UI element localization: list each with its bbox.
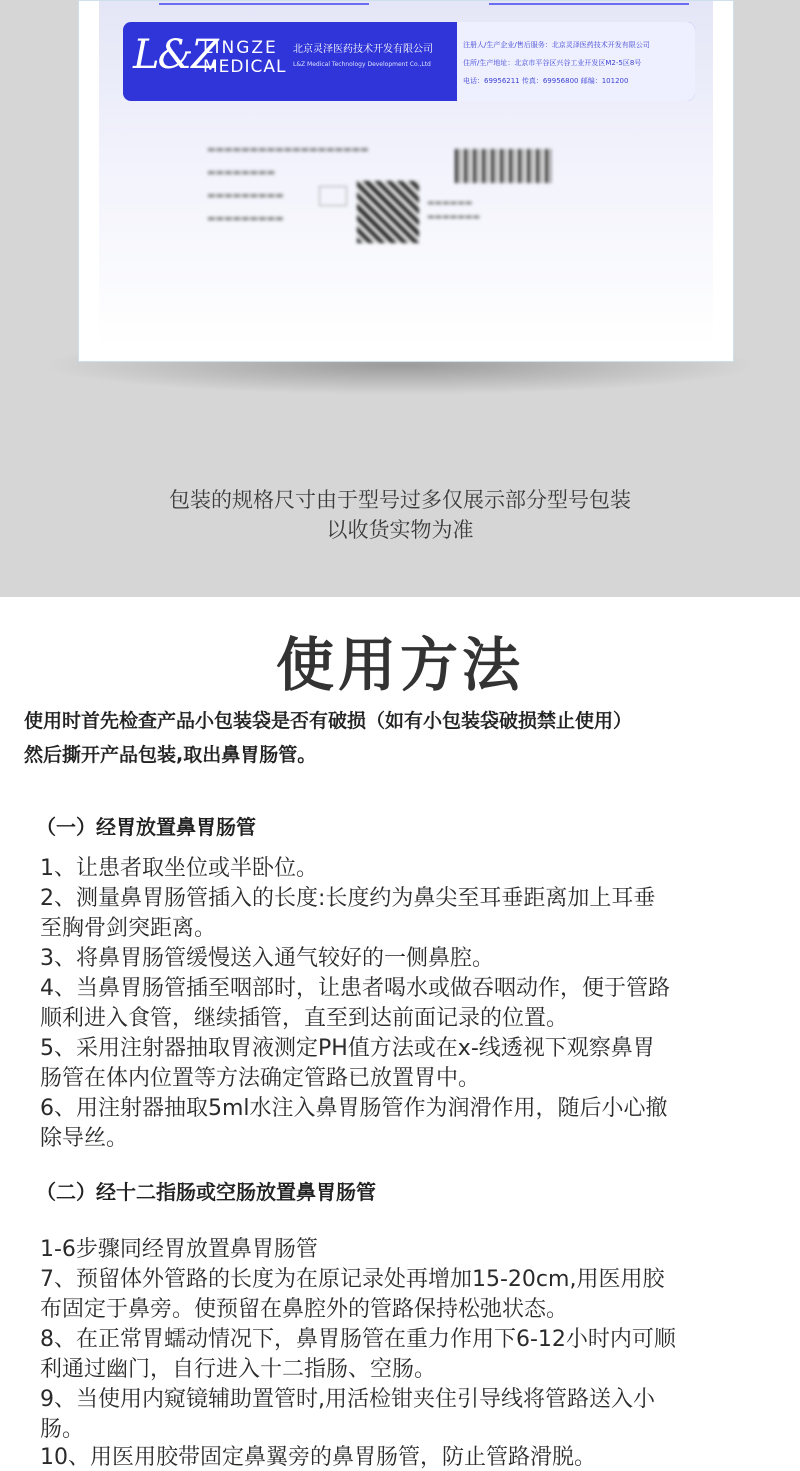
brand-label [123,22,695,101]
caption-line1: 包装的规格尺寸由于型号过多仅展示部分型号包装 [169,488,631,512]
info-line: 注册人/生产企业/售后服务：北京灵泽医药技术开发有限公司 [463,41,650,49]
blurred-symbol-box [319,186,347,206]
decor-line [159,3,369,5]
step-line: 1-6步骤同经胃放置鼻胃肠管 [40,1237,318,1262]
company-name-cn: 北京灵泽医药技术开发有限公司 [293,44,433,55]
step-line: 布固定于鼻旁。使预留在鼻腔外的管路保持松弛状态。 [40,1297,569,1322]
intro-line: 然后撕开产品包装,取出鼻胃肠管。 [24,744,317,766]
intro-line: 使用时首先检查产品小包装袋是否有破损（如有小包装袋破损禁止使用） [24,710,633,732]
section-heading-duodenal: （二）经十二指肠或空肠放置鼻胃肠管 [36,1180,376,1204]
step-line: 肠。 [40,1417,85,1442]
decor-line [489,3,689,5]
step-line: 10、用医用胶带固定鼻翼旁的鼻胃肠管，防止管路滑脱。 [40,1445,596,1470]
lz-logo: L&Z [133,32,217,78]
step-line: 肠管在体内位置等方法确定管路已放置胃中。 [40,1066,481,1091]
step-line: 9、当使用内窥镜辅助置管时,用活检钳夹住引导线将管路送入小 [40,1387,655,1412]
package-card [78,0,734,362]
page-title: 使用方法 [275,631,524,699]
step-line: 1、让患者取坐位或半卧位。 [40,856,318,881]
caption-line2: 以收货实物为准 [326,518,474,542]
step-line: 至胸骨剑突距离。 [40,916,217,941]
info-line: 住所/生产地址：北京市平谷区兴谷工业开发区M2-5区8号 [463,59,642,67]
product-photo-area [0,0,800,597]
blurred-spec-text: ▬▬▬▬▬▬▬▬▬▬▬▬▬▬▬▬▬▬▬ ▬▬▬▬▬▬▬▬ ▬▬▬▬▬▬▬▬▬ ▬▬▬▬▬▬▬▬▬ [207,145,369,224]
step-line: 5、采用注射器抽取胃液测定PH值方法或在x-线透视下观察鼻胃 [40,1036,655,1061]
step-line: 3、将鼻胃肠管缓慢送入通气较好的一侧鼻腔。 [40,946,494,971]
step-line: 2、测量鼻胃肠管插入的长度:长度约为鼻尖至耳垂距离加上耳垂 [40,886,656,911]
step-line: 8、在正常胃蠕动情况下，鼻胃肠管在重力作用下6-12小时内可顺 [40,1327,676,1352]
step-line: 4、当鼻胃肠管插至咽部时，让患者喝水或做吞咽动作，便于管路 [40,976,670,1001]
step-line: 除导丝。 [40,1126,129,1151]
step-line: 利通过幽门，自行进入十二指肠、空肠。 [40,1357,437,1382]
label-info-panel [457,22,695,101]
blurred-qr-text: ▬▬▬▬▬▬ ▬▬▬▬▬▬▬ [427,198,480,221]
brand-name-line1: LINGZE [203,38,278,58]
step-line: 7、预留体外管路的长度为在原记录处再增加15-20cm,用医用胶 [40,1267,665,1292]
step-line: 顺利进入食管，继续插管，直至到达前面记录的位置。 [40,1006,569,1031]
company-name-en: L&Z Medical Technology Development Co.,Ltd [293,61,431,68]
step-line: 6、用注射器抽取5ml水注入鼻胃肠管作为润滑作用，随后小心撤 [40,1096,668,1121]
barcode [455,149,551,183]
section-heading-gastric: （一）经胃放置鼻胃肠管 [36,815,256,839]
brand-name-line2: MEDICAL [203,57,287,77]
package-bag [99,1,713,347]
info-line: 电话：69956211 传真：69956800 邮编：101200 [463,77,629,85]
qr-code [357,181,419,243]
